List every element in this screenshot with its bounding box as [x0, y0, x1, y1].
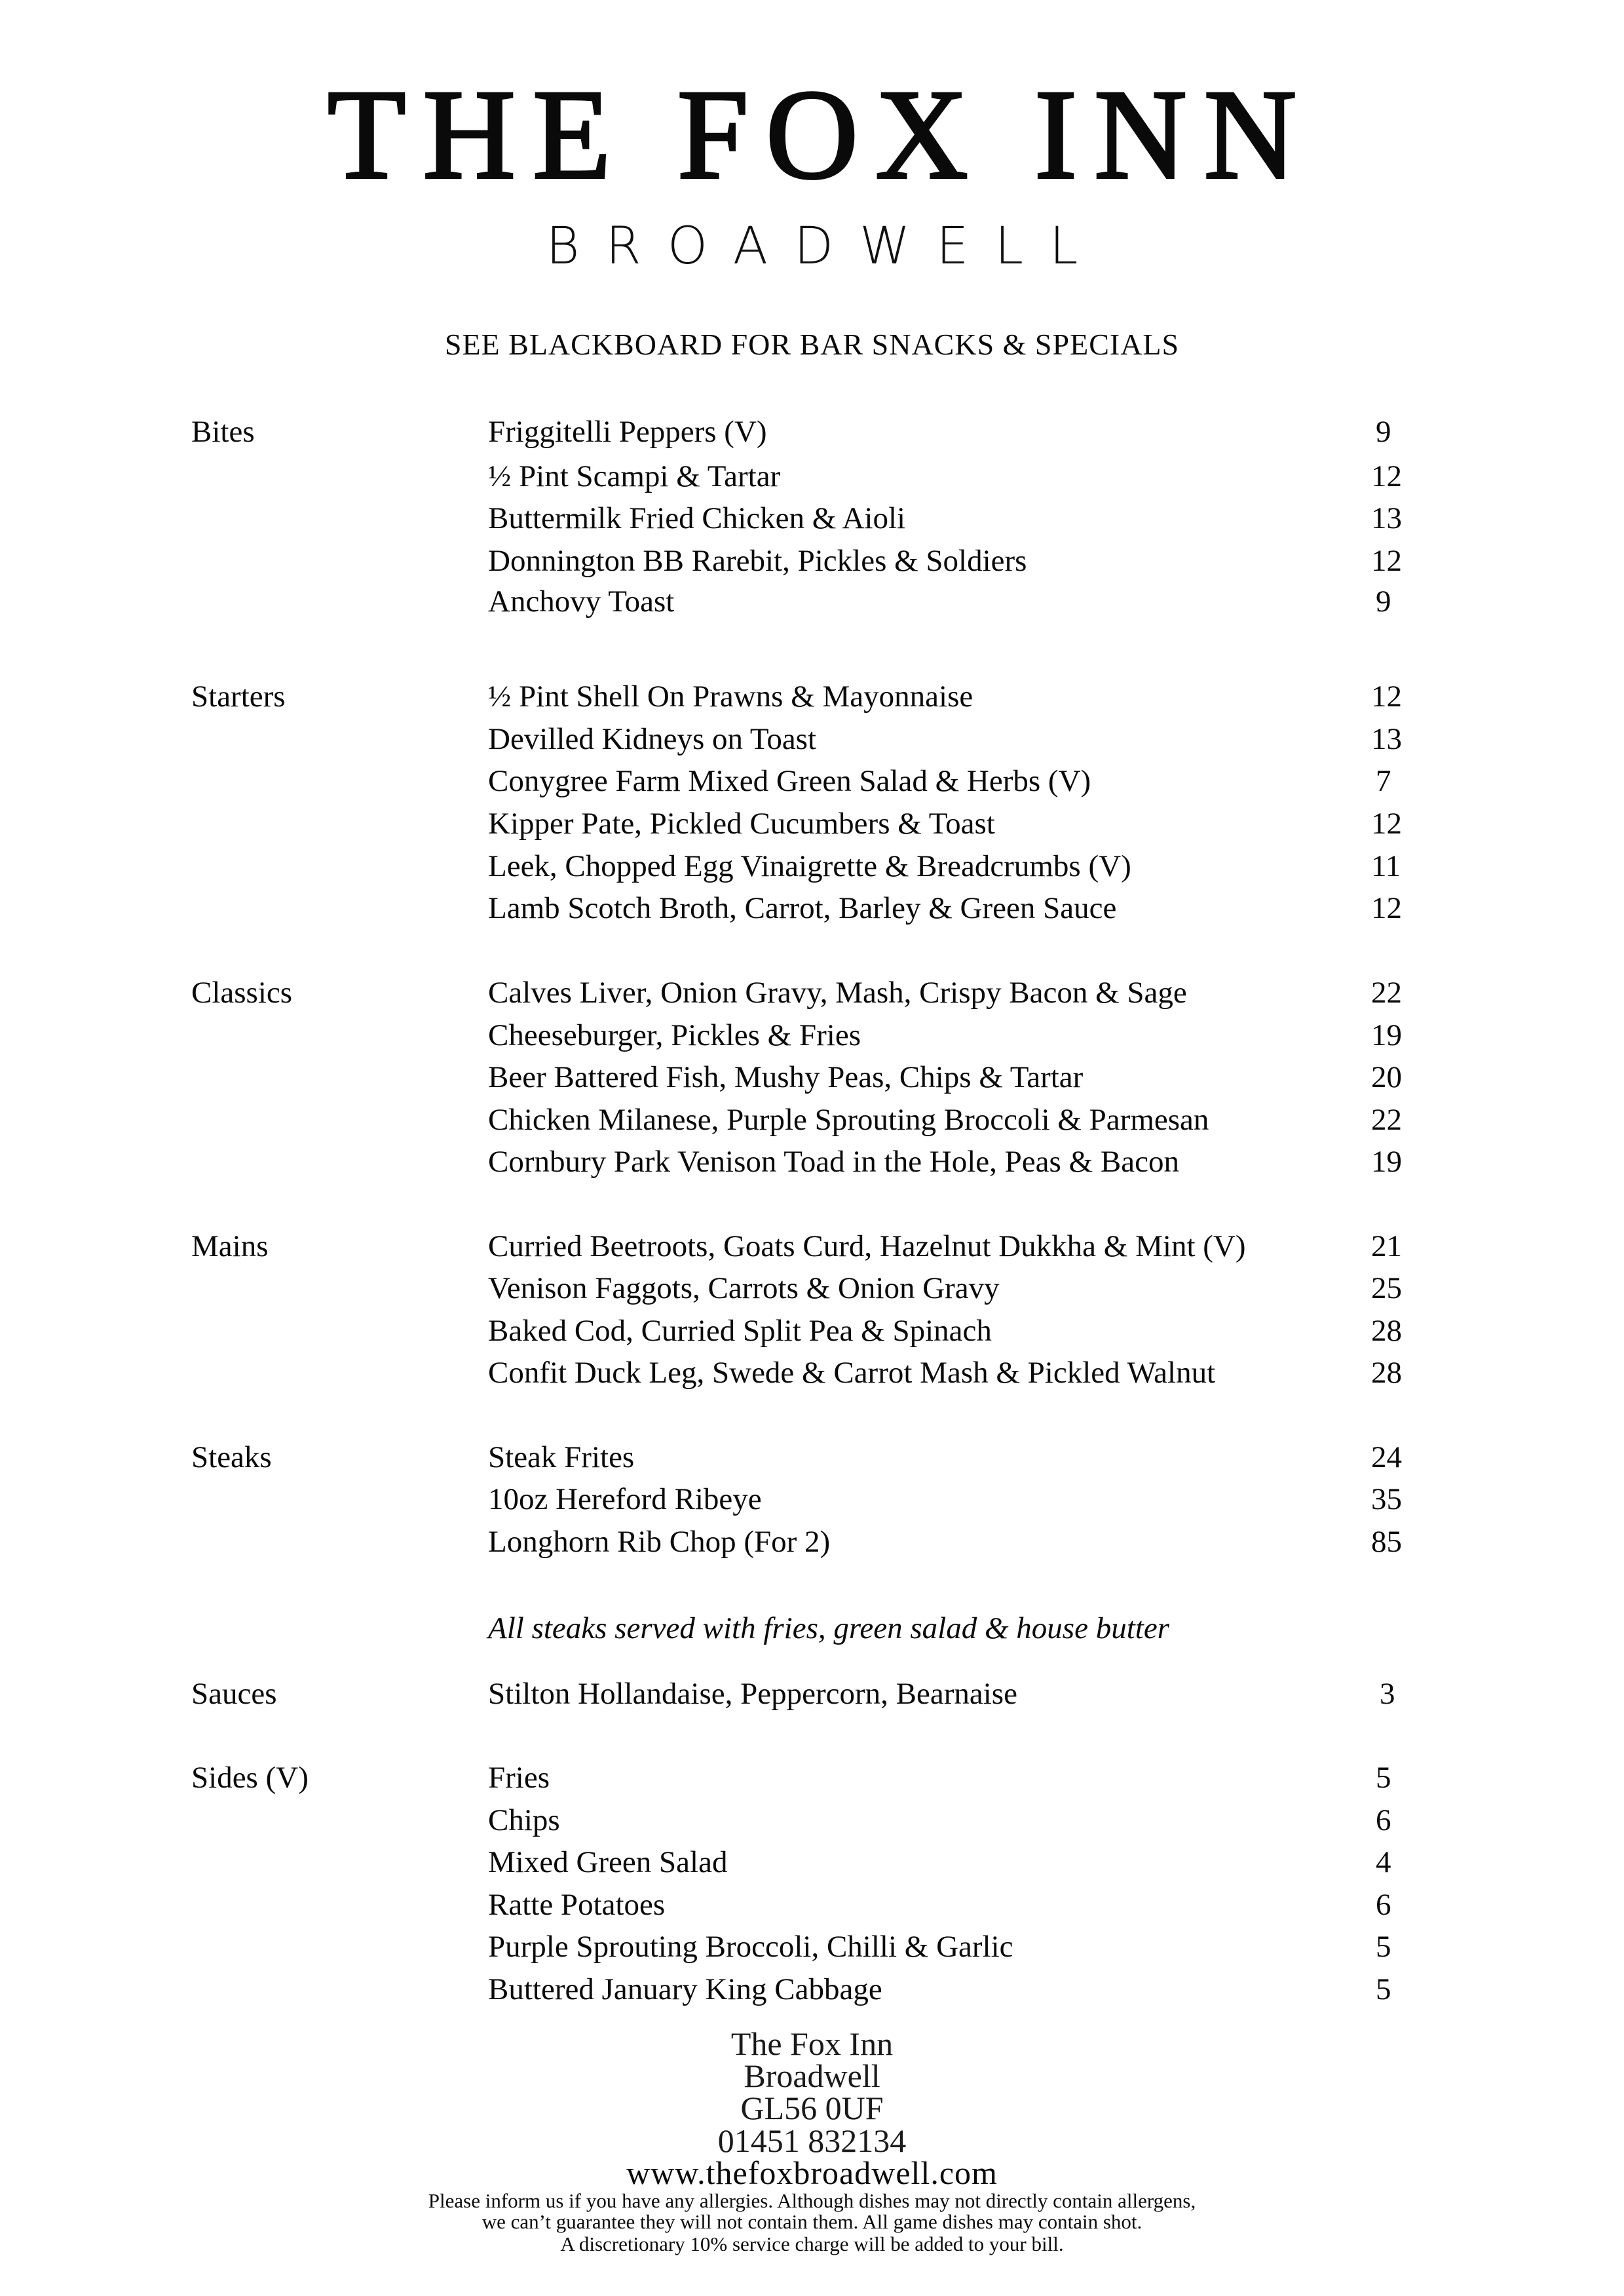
item-price: 5: [1376, 1930, 1391, 1964]
footer-village: Broadwell: [744, 2057, 880, 2094]
item-name: Mixed Green Salad: [488, 1845, 728, 1879]
item-price: 24: [1371, 1440, 1402, 1474]
section-label: Steaks: [191, 1440, 272, 1474]
item-price: 25: [1371, 1271, 1402, 1305]
specials-notice: SEE BLACKBOARD FOR BAR SNACKS & SPECIALS: [444, 328, 1180, 361]
footer-postcode: GL56 0UF: [740, 2090, 884, 2126]
item-price: 12: [1371, 891, 1402, 925]
item-price: 3: [1380, 1677, 1395, 1711]
item-price: 5: [1376, 1761, 1391, 1795]
item-price: 5: [1376, 1972, 1391, 2006]
item-name: Baked Cod, Curried Split Pea & Spinach: [488, 1314, 992, 1348]
footer-name: The Fox Inn: [730, 2025, 894, 2062]
item-name: ½ Pint Shell On Prawns & Mayonnaise: [488, 679, 973, 714]
item-price: 12: [1371, 679, 1402, 714]
item-price: 7: [1376, 764, 1391, 798]
item-name: Conygree Farm Mixed Green Salad & Herbs (V): [488, 764, 1091, 798]
item-price: 35: [1371, 1482, 1402, 1516]
item-name: Chicken Milanese, Purple Sprouting Broccoli & Parmesan: [488, 1103, 1209, 1137]
item-name: Stilton Hollandaise, Peppercorn, Bearnaise: [488, 1677, 1017, 1711]
item-price: 9: [1376, 415, 1391, 449]
item-name: Fries: [488, 1761, 550, 1795]
item-price: 20: [1371, 1060, 1402, 1094]
item-name: Leek, Chopped Egg Vinaigrette & Breadcrumbs (V): [488, 849, 1131, 883]
item-name: Confit Duck Leg, Swede & Carrot Mash & Pickled Walnut: [488, 1356, 1216, 1390]
service-charge-notice: A discretionary 10% service charge will be added to your bill.: [560, 2232, 1064, 2255]
item-price: 12: [1371, 807, 1402, 841]
footer-phone: 01451 832134: [717, 2122, 907, 2159]
item-name: Devilled Kidneys on Toast: [488, 722, 817, 756]
item-name: Steak Frites: [488, 1440, 635, 1474]
item-price: 4: [1376, 1845, 1391, 1879]
item-price: 13: [1371, 501, 1402, 535]
item-price: 6: [1376, 1888, 1391, 1922]
section-label: Sides (V): [191, 1761, 309, 1795]
item-price: 22: [1371, 976, 1402, 1010]
item-price: 19: [1371, 1145, 1402, 1179]
item-price: 13: [1371, 722, 1402, 756]
item-name: Kipper Pate, Pickled Cucumbers & Toast: [488, 807, 995, 841]
item-name: Anchovy Toast: [488, 584, 675, 619]
item-name: Buttered January King Cabbage: [488, 1972, 882, 2006]
item-price: 6: [1376, 1803, 1391, 1837]
section-label: Classics: [191, 976, 293, 1010]
item-price: 11: [1371, 849, 1401, 883]
item-name: Curried Beetroots, Goats Curd, Hazelnut Dukkha & Mint (V): [488, 1229, 1246, 1263]
item-price: 12: [1371, 544, 1402, 578]
item-price: 85: [1371, 1525, 1402, 1559]
item-name: 10oz Hereford Ribeye: [488, 1482, 762, 1516]
item-price: 22: [1371, 1103, 1402, 1137]
item-name: Ratte Potatoes: [488, 1888, 666, 1922]
item-name: ½ Pint Scampi & Tartar: [488, 459, 781, 493]
item-name: Friggitelli Peppers (V): [488, 415, 767, 449]
item-price: 12: [1371, 459, 1402, 493]
section-label: Starters: [191, 679, 286, 714]
item-price: 9: [1376, 584, 1391, 619]
section-label: Sauces: [191, 1677, 277, 1711]
item-name: Cornbury Park Venison Toad in the Hole, Peas & Bacon: [488, 1145, 1179, 1179]
item-price: 19: [1371, 1018, 1402, 1052]
allergy-notice-line-2: we can’t guarantee they will not contain them. All game dishes may contain shot.: [482, 2210, 1142, 2233]
item-name: Cheeseburger, Pickles & Fries: [488, 1018, 861, 1052]
item-name: Venison Faggots, Carrots & Onion Gravy: [488, 1271, 1000, 1305]
item-name: Chips: [488, 1803, 560, 1837]
item-price: 28: [1371, 1314, 1402, 1348]
item-name: Calves Liver, Onion Gravy, Mash, Crispy Bacon & Sage: [488, 976, 1187, 1010]
section-label: Bites: [191, 415, 255, 449]
item-name: Donnington BB Rarebit, Pickles & Soldiers: [488, 544, 1027, 578]
footer-website-link[interactable]: www.thefoxbroadwell.com: [626, 2154, 998, 2191]
item-name: Longhorn Rib Chop (For 2): [488, 1525, 831, 1559]
allergy-notice-line-1: Please inform us if you have any allergies. Although dishes may not directly contain allergens,: [428, 2189, 1196, 2212]
item-name: Purple Sprouting Broccoli, Chilli & Garlic: [488, 1930, 1013, 1964]
item-name: Buttermilk Fried Chicken & Aioli: [488, 501, 906, 535]
item-name: Beer Battered Fish, Mushy Peas, Chips & Tartar: [488, 1060, 1084, 1094]
item-price: 21: [1371, 1229, 1402, 1263]
item-name: Lamb Scotch Broth, Carrot, Barley & Green Sauce: [488, 891, 1117, 925]
restaurant-location: BROADWELL: [546, 217, 1105, 276]
item-price: 28: [1371, 1356, 1402, 1390]
restaurant-name: THE FOX INN: [327, 64, 1314, 206]
section-label: Mains: [191, 1229, 269, 1263]
steaks-note: All steaks served with fries, green salad & house butter: [488, 1611, 1169, 1645]
